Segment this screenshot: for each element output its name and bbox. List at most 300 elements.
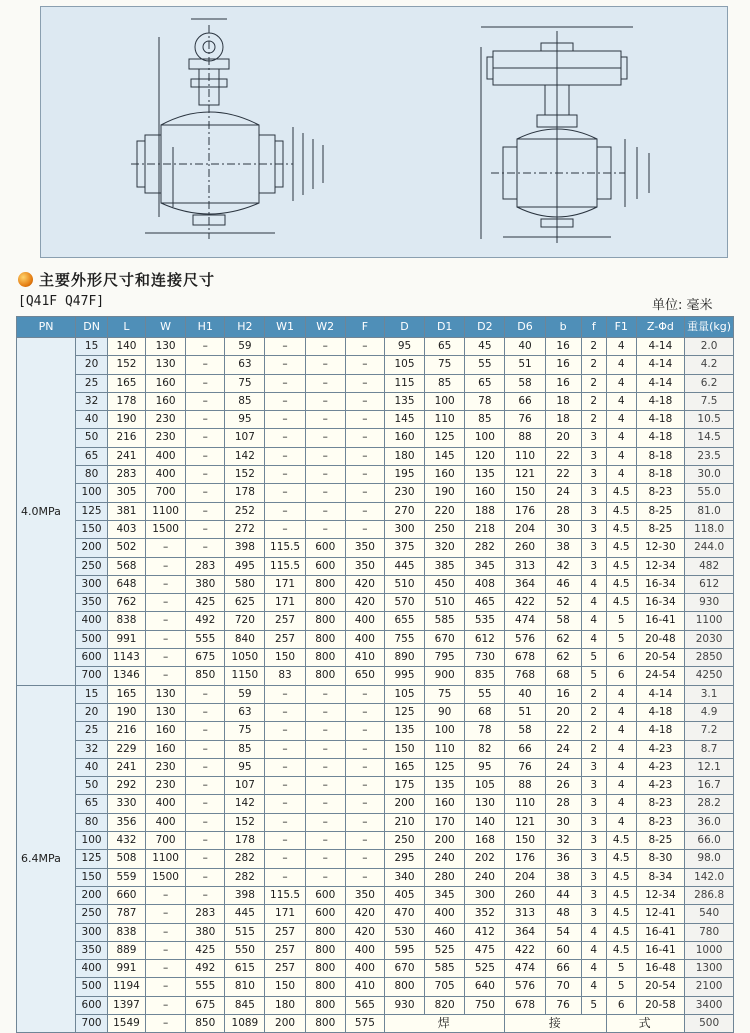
data-cell: – [146, 978, 186, 996]
data-cell: – [305, 740, 345, 758]
data-cell: 4-23 [636, 758, 685, 776]
data-cell: 1500 [146, 868, 186, 886]
data-cell: 195 [384, 466, 424, 484]
data-cell: 58 [505, 722, 545, 740]
data-cell: 257 [265, 923, 305, 941]
data-cell: 403 [107, 520, 145, 538]
dn-cell: 65 [76, 795, 108, 813]
data-cell: 405 [384, 886, 424, 904]
data-cell: 6 [606, 667, 636, 685]
data-cell: 110 [425, 411, 465, 429]
data-cell: 4.2 [685, 356, 734, 374]
data-cell: 295 [384, 850, 424, 868]
data-cell: 5 [606, 960, 636, 978]
table-row [17, 502, 734, 520]
dn-cell: 400 [76, 960, 108, 978]
data-cell: 4.5 [606, 575, 636, 593]
data-cell: 178 [225, 832, 265, 850]
data-cell: 800 [305, 960, 345, 978]
data-cell: 16-34 [636, 594, 685, 612]
data-cell: 130 [146, 338, 186, 356]
data-cell: 85 [425, 374, 465, 392]
data-cell: 800 [305, 978, 345, 996]
data-cell: – [146, 941, 186, 959]
data-cell: 59 [225, 338, 265, 356]
data-cell: – [186, 685, 225, 703]
data-cell: – [345, 722, 384, 740]
data-cell: – [345, 868, 384, 886]
data-cell: 75 [425, 356, 465, 374]
data-cell: 175 [384, 777, 424, 795]
data-cell: 4.5 [606, 594, 636, 612]
data-cell: 2 [581, 411, 606, 429]
data-cell: – [265, 740, 305, 758]
data-cell: 66 [505, 392, 545, 410]
data-cell: 78 [465, 722, 505, 740]
data-cell: – [146, 557, 186, 575]
dn-cell: 50 [76, 429, 108, 447]
data-cell: 176 [505, 502, 545, 520]
data-cell: 4-23 [636, 777, 685, 795]
dn-cell: 32 [76, 740, 108, 758]
data-cell: 762 [107, 594, 145, 612]
data-cell: 838 [107, 612, 145, 630]
data-cell: 142 [225, 795, 265, 813]
data-cell: 345 [465, 557, 505, 575]
data-cell: – [146, 886, 186, 904]
data-cell: – [265, 338, 305, 356]
data-cell: – [305, 850, 345, 868]
data-cell: 4 [606, 466, 636, 484]
data-cell: 176 [505, 850, 545, 868]
dn-cell: 150 [76, 520, 108, 538]
dn-cell: 65 [76, 447, 108, 465]
valve-drawing-svg [41, 7, 727, 257]
table-row [17, 960, 734, 978]
data-cell: – [345, 520, 384, 538]
data-cell: 115 [384, 374, 424, 392]
data-cell: 95 [225, 758, 265, 776]
data-cell: 30 [545, 813, 581, 831]
data-cell: 55 [465, 356, 505, 374]
data-cell: 3 [581, 502, 606, 520]
data-cell: 63 [225, 356, 265, 374]
dimension-table [16, 316, 734, 1033]
data-cell: 180 [265, 996, 305, 1014]
data-cell: – [186, 374, 225, 392]
data-cell: 3 [581, 520, 606, 538]
data-cell: 4 [606, 429, 636, 447]
data-cell: 125 [425, 758, 465, 776]
data-cell: 65 [465, 374, 505, 392]
data-cell: 30.0 [685, 466, 734, 484]
column-header: W [146, 317, 186, 338]
dn-cell: 80 [76, 466, 108, 484]
data-cell: 3 [581, 850, 606, 868]
data-cell: 555 [186, 978, 225, 996]
data-cell: 800 [305, 630, 345, 648]
data-cell: 400 [146, 813, 186, 831]
data-cell: 1194 [107, 978, 145, 996]
data-cell: – [146, 923, 186, 941]
data-cell: 135 [384, 392, 424, 410]
data-cell: 200 [384, 795, 424, 813]
dn-cell: 25 [76, 722, 108, 740]
data-cell: 525 [465, 960, 505, 978]
data-cell: – [345, 777, 384, 795]
data-cell: 160 [465, 484, 505, 502]
data-cell: – [186, 850, 225, 868]
data-cell: – [305, 795, 345, 813]
dn-cell: 40 [76, 411, 108, 429]
data-cell: 78 [465, 392, 505, 410]
data-cell: – [146, 1014, 186, 1032]
table-row [17, 447, 734, 465]
table-row [17, 649, 734, 667]
data-cell: – [186, 520, 225, 538]
data-cell: 165 [107, 374, 145, 392]
data-cell: – [186, 411, 225, 429]
data-cell: 555 [186, 630, 225, 648]
data-cell: 425 [186, 941, 225, 959]
data-cell: – [186, 886, 225, 904]
data-cell: 210 [384, 813, 424, 831]
data-cell: 4-14 [636, 374, 685, 392]
data-cell: 400 [345, 612, 384, 630]
data-cell: – [345, 850, 384, 868]
data-cell: 4 [581, 575, 606, 593]
table-row [17, 978, 734, 996]
data-cell: 130 [146, 703, 186, 721]
data-cell: 16 [545, 356, 581, 374]
data-cell: – [345, 429, 384, 447]
valve-drawing [40, 6, 728, 258]
data-cell: 313 [505, 905, 545, 923]
data-cell: 30 [545, 520, 581, 538]
data-cell: 16 [545, 338, 581, 356]
data-cell: 425 [186, 594, 225, 612]
data-cell: 3 [581, 813, 606, 831]
data-cell: 3 [581, 868, 606, 886]
data-cell: 110 [425, 740, 465, 758]
data-cell: – [305, 703, 345, 721]
data-cell: 76 [545, 996, 581, 1014]
data-cell: 36 [545, 850, 581, 868]
data-cell: 492 [186, 960, 225, 978]
dn-cell: 15 [76, 338, 108, 356]
table-row [17, 612, 734, 630]
data-cell: 2 [581, 685, 606, 703]
data-cell: 130 [146, 356, 186, 374]
data-cell: 282 [225, 850, 265, 868]
data-cell: 675 [186, 649, 225, 667]
data-cell: 24-54 [636, 667, 685, 685]
data-cell: 62 [545, 630, 581, 648]
data-cell: 105 [465, 777, 505, 795]
data-cell: – [186, 703, 225, 721]
data-cell: 840 [225, 630, 265, 648]
data-cell: 40 [505, 685, 545, 703]
column-header: D6 [505, 317, 545, 338]
data-cell: 2 [581, 703, 606, 721]
data-cell: 8-25 [636, 502, 685, 520]
data-cell: 420 [345, 905, 384, 923]
data-cell: 850 [186, 667, 225, 685]
data-cell: 8-23 [636, 484, 685, 502]
dn-cell: 500 [76, 630, 108, 648]
data-cell: 55 [465, 685, 505, 703]
dn-cell: 20 [76, 356, 108, 374]
data-cell: 16.7 [685, 777, 734, 795]
data-cell: – [146, 612, 186, 630]
data-cell: 6 [606, 649, 636, 667]
data-cell: 5 [606, 978, 636, 996]
data-cell: 400 [345, 630, 384, 648]
data-cell: 105 [384, 685, 424, 703]
data-cell: 28 [545, 502, 581, 520]
data-cell: 755 [384, 630, 424, 648]
data-cell: 400 [425, 905, 465, 923]
data-cell: – [345, 466, 384, 484]
data-cell: 20-54 [636, 649, 685, 667]
data-cell: 640 [465, 978, 505, 996]
data-cell: 585 [425, 612, 465, 630]
left-valve-figure [131, 19, 323, 239]
data-cell: 300 [465, 886, 505, 904]
data-cell: 465 [465, 594, 505, 612]
data-cell: 60 [545, 941, 581, 959]
data-cell: 3 [581, 886, 606, 904]
data-cell: – [345, 813, 384, 831]
data-cell: 76 [505, 758, 545, 776]
data-cell: 3400 [685, 996, 734, 1014]
data-cell: 4 [581, 960, 606, 978]
data-cell: 4-18 [636, 703, 685, 721]
data-cell: 445 [225, 905, 265, 923]
data-cell: – [345, 703, 384, 721]
data-cell: 508 [107, 850, 145, 868]
column-header: PN [17, 317, 76, 338]
data-cell: 420 [345, 575, 384, 593]
data-cell: 470 [384, 905, 424, 923]
data-cell: 800 [305, 612, 345, 630]
dn-cell: 600 [76, 996, 108, 1014]
data-cell: – [305, 447, 345, 465]
data-cell: 615 [225, 960, 265, 978]
data-cell: 20-48 [636, 630, 685, 648]
data-cell: 670 [384, 960, 424, 978]
data-cell: 4-18 [636, 411, 685, 429]
data-cell: 4-14 [636, 685, 685, 703]
dn-cell: 250 [76, 905, 108, 923]
data-cell: 14.5 [685, 429, 734, 447]
data-cell: 24 [545, 740, 581, 758]
dn-cell: 100 [76, 832, 108, 850]
data-cell: 800 [305, 996, 345, 1014]
data-cell: – [345, 392, 384, 410]
data-cell: – [186, 758, 225, 776]
data-cell: 3.1 [685, 685, 734, 703]
data-cell: 530 [384, 923, 424, 941]
data-cell: 240 [465, 868, 505, 886]
column-header: W2 [305, 317, 345, 338]
data-cell: – [265, 411, 305, 429]
column-header: DN [76, 317, 108, 338]
data-cell: 160 [146, 374, 186, 392]
data-cell: 12-34 [636, 557, 685, 575]
data-cell: 525 [425, 941, 465, 959]
data-cell: 2850 [685, 649, 734, 667]
data-cell: 12.1 [685, 758, 734, 776]
data-cell: 121 [505, 813, 545, 831]
data-cell: 160 [146, 392, 186, 410]
data-cell: 568 [107, 557, 145, 575]
data-cell: 1100 [146, 850, 186, 868]
data-cell: 150 [505, 484, 545, 502]
table-row [17, 630, 734, 648]
data-cell: 1346 [107, 667, 145, 685]
data-cell: 62 [545, 649, 581, 667]
data-cell: 100 [465, 429, 505, 447]
data-cell: 4.5 [606, 868, 636, 886]
data-cell: 5 [581, 649, 606, 667]
data-cell: 502 [107, 539, 145, 557]
data-cell: 66 [545, 960, 581, 978]
data-cell: 600 [305, 905, 345, 923]
data-cell: 230 [146, 411, 186, 429]
data-cell: 32 [545, 832, 581, 850]
data-cell: 600 [305, 539, 345, 557]
data-cell: 286.8 [685, 886, 734, 904]
data-cell: 380 [186, 923, 225, 941]
data-cell: 750 [465, 996, 505, 1014]
data-cell: 1089 [225, 1014, 265, 1032]
data-cell: 145 [384, 411, 424, 429]
data-cell: 51 [505, 703, 545, 721]
data-cell: 398 [225, 886, 265, 904]
column-header: D1 [425, 317, 465, 338]
data-cell: 36.0 [685, 813, 734, 831]
data-cell: 5 [606, 630, 636, 648]
data-cell: – [265, 758, 305, 776]
data-cell: 230 [146, 777, 186, 795]
data-cell: 59 [225, 685, 265, 703]
data-cell: 26 [545, 777, 581, 795]
data-cell: 422 [505, 941, 545, 959]
data-cell: 720 [225, 612, 265, 630]
data-cell: 257 [265, 960, 305, 978]
data-cell: 4.5 [606, 905, 636, 923]
data-cell: – [305, 411, 345, 429]
data-cell: – [345, 685, 384, 703]
data-cell: 257 [265, 941, 305, 959]
data-cell: – [146, 996, 186, 1014]
data-cell: 1150 [225, 667, 265, 685]
data-cell: 180 [384, 447, 424, 465]
data-cell: 313 [505, 557, 545, 575]
table-row [17, 1014, 734, 1032]
data-cell: – [186, 338, 225, 356]
data-cell: 260 [505, 886, 545, 904]
data-cell: – [146, 649, 186, 667]
data-cell: 150 [505, 832, 545, 850]
table-row [17, 941, 734, 959]
column-header: H1 [186, 317, 225, 338]
data-cell: 58 [545, 612, 581, 630]
table-row [17, 374, 734, 392]
data-cell: 165 [107, 685, 145, 703]
data-cell: 160 [384, 429, 424, 447]
table-row [17, 411, 734, 429]
data-cell: 420 [345, 594, 384, 612]
data-cell: – [305, 758, 345, 776]
column-header: Z-Φd [636, 317, 685, 338]
data-cell: 24 [545, 758, 581, 776]
data-cell: 130 [146, 685, 186, 703]
data-cell: 8-23 [636, 813, 685, 831]
data-cell: 75 [225, 722, 265, 740]
data-cell: 283 [107, 466, 145, 484]
data-cell: 995 [384, 667, 424, 685]
data-cell: 850 [186, 1014, 225, 1032]
dn-cell: 50 [76, 777, 108, 795]
data-cell: 63 [225, 703, 265, 721]
data-cell: 8-18 [636, 447, 685, 465]
data-cell: 800 [305, 575, 345, 593]
dn-cell: 200 [76, 886, 108, 904]
data-cell: 500 [685, 1014, 734, 1032]
dn-cell: 125 [76, 502, 108, 520]
data-cell: 68 [545, 667, 581, 685]
data-cell: 241 [107, 758, 145, 776]
data-cell: 250 [425, 520, 465, 538]
table-row [17, 722, 734, 740]
data-cell: 410 [345, 978, 384, 996]
data-cell: 110 [505, 447, 545, 465]
data-cell: 4.9 [685, 703, 734, 721]
data-cell: – [265, 722, 305, 740]
data-cell: – [305, 392, 345, 410]
data-cell: 204 [505, 868, 545, 886]
data-cell: – [265, 795, 305, 813]
data-cell: 3 [581, 832, 606, 850]
data-cell: 800 [305, 594, 345, 612]
data-cell: 45 [465, 338, 505, 356]
data-cell: 800 [305, 667, 345, 685]
data-cell: 18 [545, 392, 581, 410]
data-cell: 1100 [685, 612, 734, 630]
data-cell: 820 [425, 996, 465, 1014]
unit-label [652, 294, 713, 313]
data-cell: – [305, 356, 345, 374]
data-cell: 190 [107, 411, 145, 429]
data-cell: – [345, 374, 384, 392]
data-cell: 474 [505, 960, 545, 978]
table-row [17, 850, 734, 868]
data-cell: 460 [425, 923, 465, 941]
data-cell: 474 [505, 612, 545, 630]
data-cell: 352 [465, 905, 505, 923]
dn-cell: 600 [76, 649, 108, 667]
data-cell: 70 [545, 978, 581, 996]
data-cell: 40 [505, 338, 545, 356]
dimension-table-wrapper [16, 316, 734, 1033]
data-cell: – [186, 502, 225, 520]
column-header: 重量(kg) [685, 317, 734, 338]
data-cell: 121 [505, 466, 545, 484]
data-cell: 482 [685, 557, 734, 575]
data-cell: 845 [225, 996, 265, 1014]
